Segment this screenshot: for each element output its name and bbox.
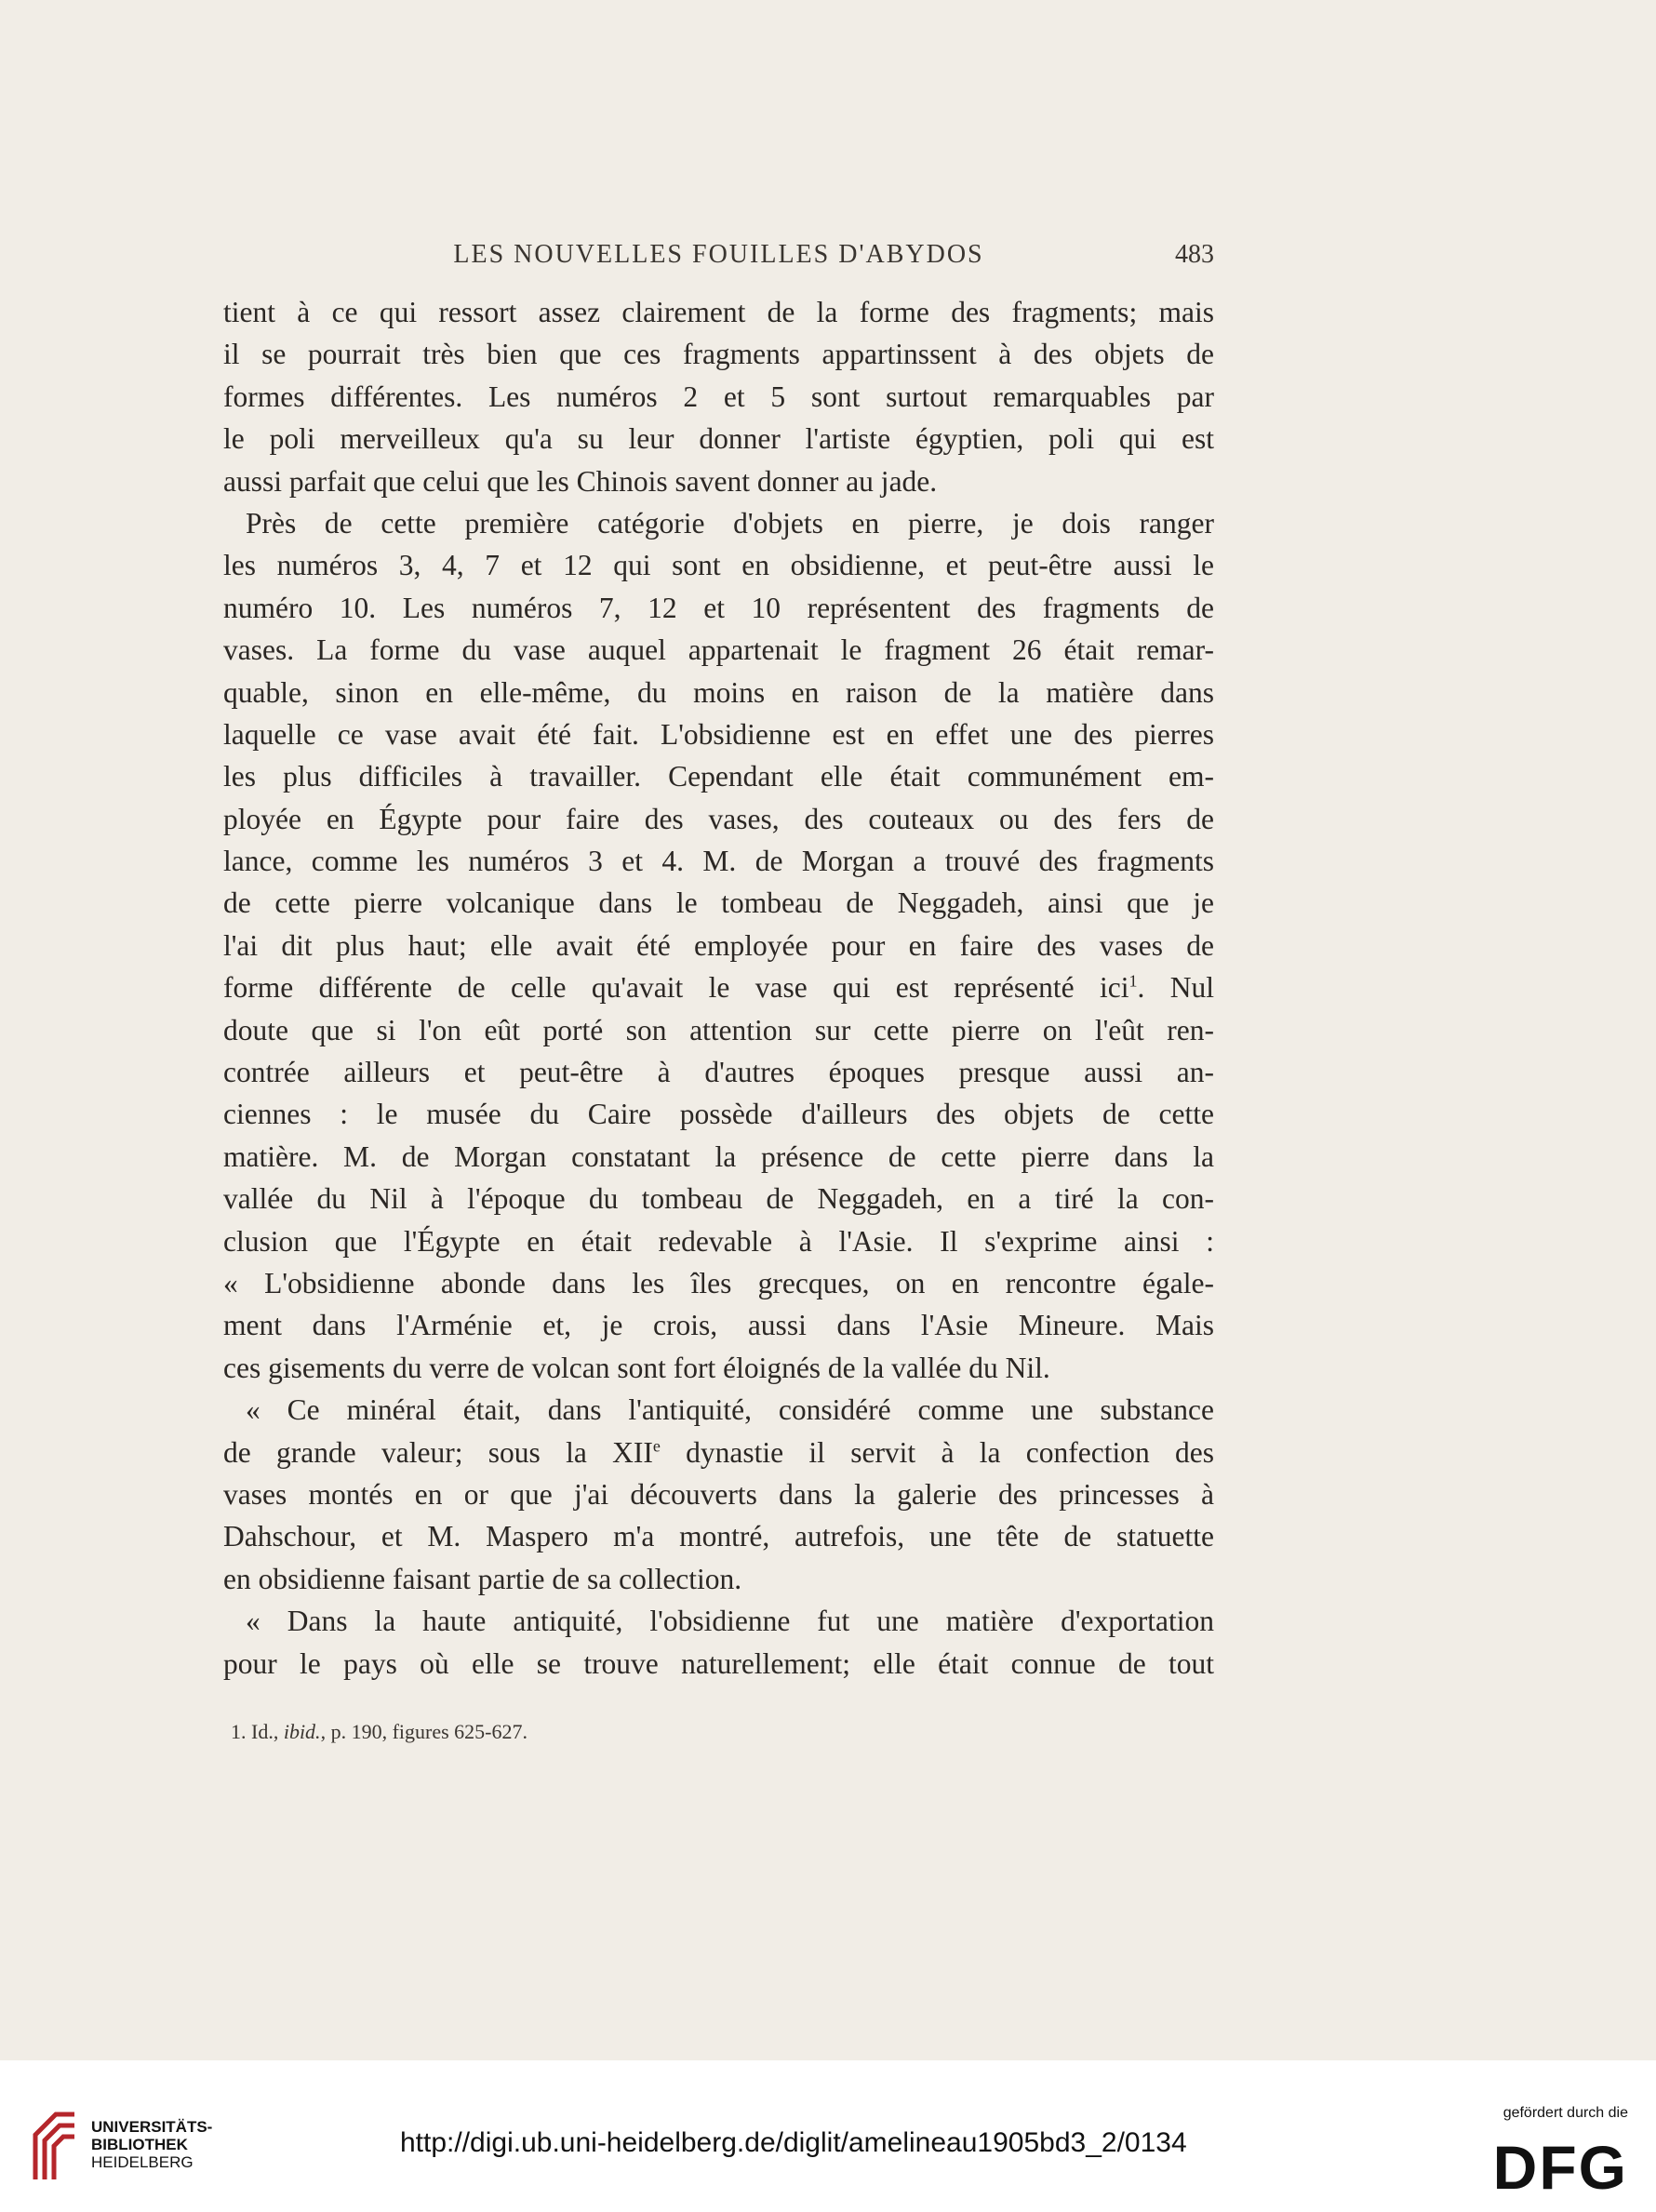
text-line: pour le pays où elle se trouve naturellement; elle était connue de tout bbox=[223, 1646, 1214, 1680]
footnote-author: Id., bbox=[251, 1720, 279, 1743]
footnote-ref: 1 bbox=[1128, 971, 1138, 991]
footnote-work: ibid. bbox=[283, 1720, 321, 1743]
page-number: 483 bbox=[1175, 240, 1214, 269]
text-line-segment: dynastie il servit à la confection des bbox=[660, 1435, 1214, 1469]
text-line: quable, sinon en elle-même, du moins en raison de la matière dans bbox=[223, 675, 1214, 709]
footnote-reference: , p. 190, figures 625-627. bbox=[320, 1720, 528, 1743]
text-line: laquelle ce vase avait été fait. L'obsidienne est en effet une des pierres bbox=[223, 717, 1214, 751]
text-line: de cette pierre volcanique dans le tombeau de Neggadeh, ainsi que je bbox=[223, 886, 1214, 920]
running-head bbox=[223, 240, 1214, 277]
footnote-number: 1. bbox=[231, 1720, 247, 1743]
text-line: vases. La forme du vase auquel appartenait le fragment 26 était remar- bbox=[223, 633, 1214, 667]
text-line: ces gisements du verre de volcan sont fort éloignés de la vallée du Nil. bbox=[223, 1351, 1050, 1384]
text-line: matière. M. de Morgan constatant la présence de cette pierre dans la bbox=[223, 1139, 1214, 1173]
footnote bbox=[231, 1720, 528, 1744]
text-line: le poli merveilleux qu'a su leur donner l'artiste égyptien, poli qui est bbox=[223, 422, 1214, 456]
text-line: « Ce minéral était, dans l'antiquité, considéré comme une substance bbox=[246, 1393, 1214, 1427]
text-line: clusion que l'Égypte en était redevable à l'Asie. Il s'exprime ainsi : bbox=[223, 1224, 1214, 1258]
text-line: numéro 10. Les numéros 7, 12 et 10 représentent des fragments de bbox=[223, 591, 1214, 624]
text-line: les numéros 3, 4, 7 et 12 qui sont en obsidienne, et peut-être aussi le bbox=[223, 549, 1214, 582]
text-line: ment dans l'Arménie et, je crois, aussi dans l'Asie Mineure. Mais bbox=[223, 1309, 1214, 1342]
university-library-logo-icon bbox=[26, 2107, 82, 2181]
footer bbox=[0, 2060, 1656, 2212]
funded-by-label: gefördert durch die bbox=[1502, 2105, 1628, 2121]
text-line: contrée ailleurs et peut-être à d'autres époques presque aussi an- bbox=[223, 1056, 1214, 1089]
text-line: les plus difficiles à travailler. Cependant elle était communément em- bbox=[223, 760, 1214, 793]
text-line-segment: forme différente de celle qu'avait le vase qui est représenté ici bbox=[223, 971, 1129, 1005]
text-line: ployée en Égypte pour faire des vases, des couteaux ou des fers de bbox=[223, 802, 1214, 835]
text-line: l'ai dit plus haut; elle avait été employée pour en faire des vases de bbox=[223, 928, 1214, 962]
library-name-line: UNIVERSITÄTS- bbox=[91, 2118, 213, 2136]
text-line-segment: de grande valeur; sous la XII bbox=[223, 1435, 653, 1469]
library-name-line: BIBLIOTHEK bbox=[91, 2136, 188, 2153]
text-line: « L'obsidienne abonde dans les îles grecques, on en rencontre égale- bbox=[223, 1266, 1214, 1299]
text-line: ciennes : le musée du Caire possède d'ailleurs des objets de cette bbox=[223, 1098, 1214, 1131]
text-line: Dahschour, et M. Maspero m'a montré, autrefois, une tête de statuette bbox=[223, 1520, 1214, 1553]
text-line: aussi parfait que celui que les Chinois savent donner au jade. bbox=[223, 464, 938, 498]
permalink-url[interactable]: http://digi.ub.uni-heidelberg.de/diglit/amelineau1905bd3_2/0134 bbox=[400, 2127, 1187, 2158]
text-line: il se pourrait très bien que ces fragments appartinssent à des objets de bbox=[223, 338, 1214, 371]
library-name-line: HEIDELBERG bbox=[91, 2153, 194, 2171]
text-line bbox=[223, 966, 1214, 1008]
dfg-logo: DFG bbox=[1492, 2133, 1628, 2202]
text-line: lance, comme les numéros 3 et 4. M. de Morgan a trouvé des fragments bbox=[223, 845, 1214, 878]
text-line: tient à ce qui ressort assez clairement de la forme des fragments; mais bbox=[223, 296, 1214, 328]
dynasty-superscript: e bbox=[652, 1436, 661, 1456]
library-name bbox=[91, 2118, 212, 2171]
text-line: Près de cette première catégorie d'objets en pierre, je dois ranger bbox=[246, 506, 1214, 540]
text-line-segment: . Nul bbox=[1137, 971, 1214, 1005]
text-line: « Dans la haute antiquité, l'obsidienne fut une matière d'exportation bbox=[246, 1605, 1214, 1638]
text-line: formes différentes. Les numéros 2 et 5 sont surtout remarquables par bbox=[223, 380, 1214, 413]
running-title: LES NOUVELLES FOUILLES D'ABYDOS bbox=[453, 240, 984, 269]
text-line: en obsidienne faisant partie de sa collection. bbox=[223, 1562, 742, 1595]
text-line: vallée du Nil à l'époque du tombeau de Neggadeh, en a tiré la con- bbox=[223, 1182, 1214, 1216]
text-line: doute que si l'on eût porté son attention sur cette pierre on l'eût ren- bbox=[223, 1013, 1214, 1046]
text-line: vases montés en or que j'ai découverts dans la galerie des princesses à bbox=[223, 1477, 1214, 1511]
text-line bbox=[223, 1432, 1214, 1473]
body-text bbox=[223, 291, 1214, 1685]
